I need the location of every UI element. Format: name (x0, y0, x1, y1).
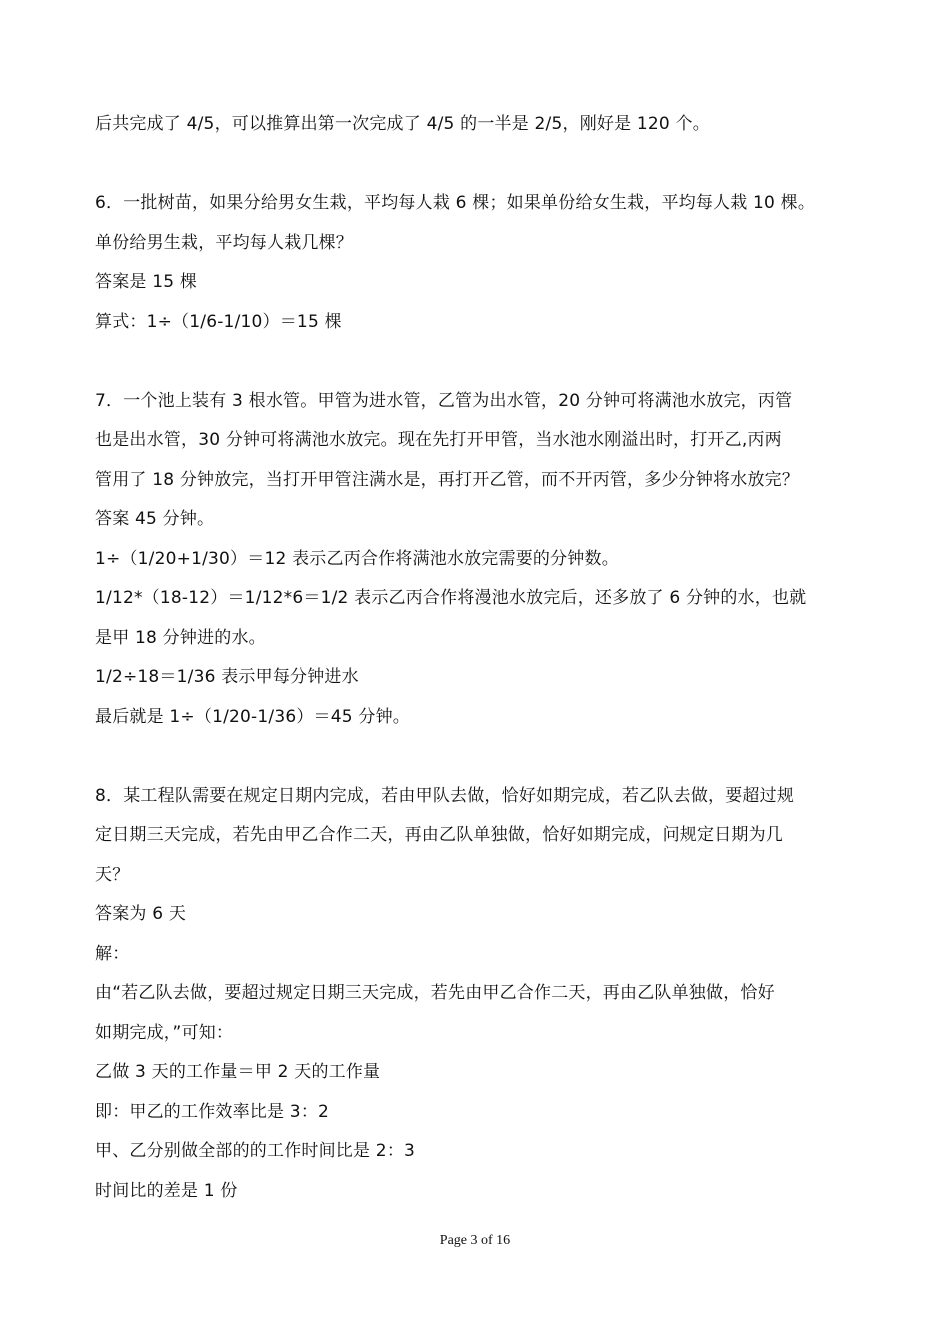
paragraph-gap (95, 737, 855, 777)
question-7-line: 管用了 18 分钟放完，当打开甲管注满水是，再打开乙管，而不开丙管，多少分钟将水放完？ (95, 469, 800, 490)
answer-line: 答案为 6 天 (95, 904, 187, 924)
paragraph-gap (95, 342, 855, 382)
solution-line: 乙做 3 天的工作量＝甲 2 天的工作量 (95, 1062, 381, 1082)
question-7-line: 7．一个池上装有 3 根水管。甲管为进水管，乙管为出水管，20 分钟可将满池水放完，丙管 (95, 390, 793, 411)
formula-line: 最后就是 1÷（1/20-1/36）＝45 分钟。 (95, 706, 410, 727)
solution-line: 甲、乙分别做全部的的工作时间比是 2：3 (95, 1141, 416, 1161)
question-7-line: 也是出水管，30 分钟可将满池水放完。现在先打开甲管，当水池水刚溢出时，打开乙,丙两 (95, 430, 782, 450)
solution-line: 即：甲乙的工作效率比是 3：2 (95, 1101, 330, 1122)
solution-line: 如期完成，”可知： (95, 1022, 234, 1043)
question-8-line: 天？ (95, 864, 130, 885)
paragraph-gap (95, 145, 855, 185)
formula-line: 算式：1÷（1/6-1/10）＝15 棵 (95, 311, 342, 332)
answer-line: 答案是 15 棵 (95, 272, 198, 292)
answer-line: 答案 45 分钟。 (95, 509, 215, 529)
formula-line: 是甲 18 分钟进的水。 (95, 627, 266, 648)
question-8-line: 8．某工程队需要在规定日期内完成，若由甲队去做，恰好如期完成，若乙队去做，要超过规 (95, 785, 795, 806)
formula-line: 1÷（1/20+1/30）＝12 表示乙丙合作将满池水放完需要的分钟数。 (95, 548, 619, 569)
page-body (95, 105, 855, 1211)
question-8-line: 定日期三天完成，若先由甲乙合作二天，再由乙队单独做，恰好如期完成，问规定日期为几 (95, 825, 783, 845)
formula-line: 1/2÷18＝1/36 表示甲每分钟进水 (95, 667, 359, 687)
question-6-line: 单份给男生栽，平均每人栽几棵？ (95, 232, 353, 253)
solution-line: 时间比的差是 1 份 (95, 1180, 238, 1201)
solution-label: 解： (95, 943, 130, 964)
formula-line: 1/12*（18-12）＝1/12*6＝1/2 表示乙丙合作将漫池水放完后，还多放了 6 分钟的水，也就 (95, 588, 807, 608)
solution-line: 由“若乙队去做，要超过规定日期三天完成，若先由甲乙合作二天，再由乙队单独做，恰好 (95, 983, 775, 1003)
question-6-line: 6．一批树苗，如果分给男女生栽，平均每人栽 6 棵；如果单份给女生栽，平均每人栽 10 棵。 (95, 193, 816, 213)
text-line: 后共完成了 4/5，可以推算出第一次完成了 4/5 的一半是 2/5，刚好是 120 个。 (95, 114, 710, 134)
page-number-footer: Page 3 of 16 (439, 1233, 511, 1248)
